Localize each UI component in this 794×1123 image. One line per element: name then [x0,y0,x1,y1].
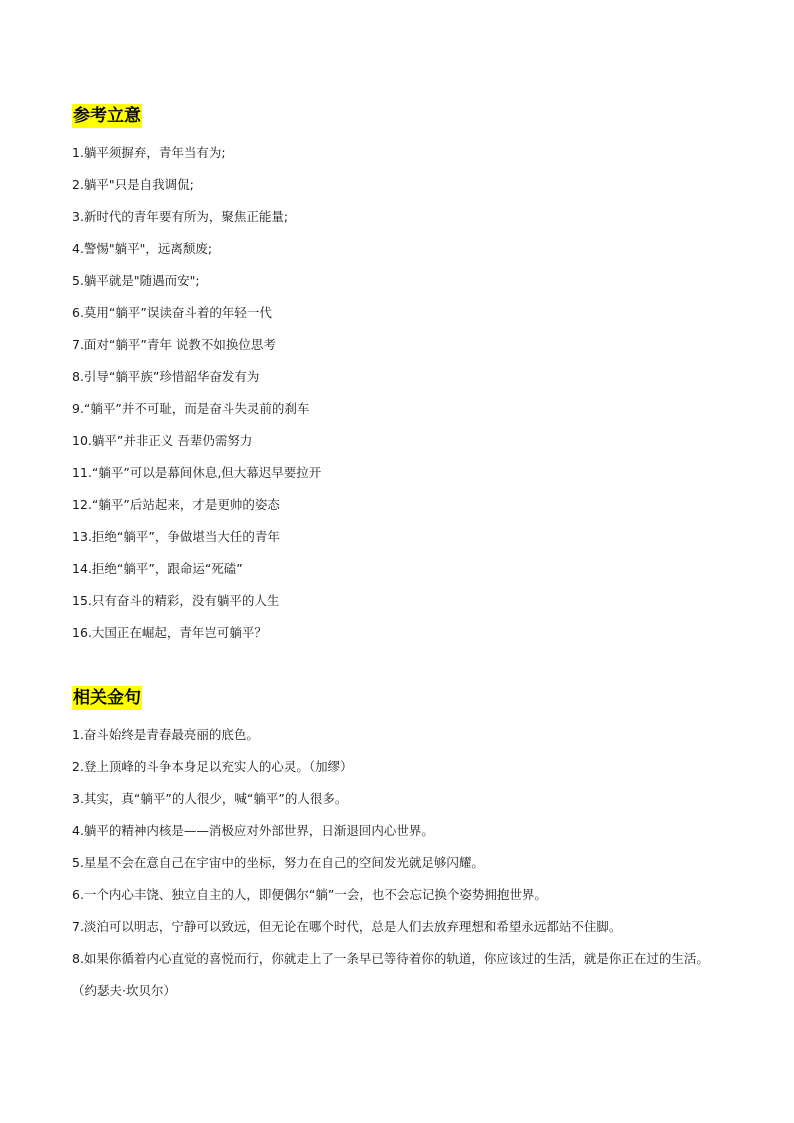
list-item: 11.“躺平”可以是幕间休息,但大幕迟早要拉开 [72,465,322,480]
list-item: 15.只有奋斗的精彩，没有躺平的人生 [72,593,280,608]
list-item: 8.如果你循着内心直觉的喜悦而行，你就走上了一条早已等待着你的轨道，你应该过的生活，就是你正在过的生活。（约瑟夫·坎贝尔） [72,951,709,998]
list-item: 14.拒绝“躺平”，跟命运“死磕” [72,561,243,576]
list-item: 2.登上顶峰的斗争本身足以充实人的心灵。（加缪） [72,759,353,774]
list-item: 13.拒绝“躺平”，争做堪当大任的青年 [72,529,280,544]
list-item: 5.星星不会在意自己在宇宙中的坐标，努力在自己的空间发光就足够闪耀。 [72,855,484,870]
reference-themes-list [72,137,732,649]
related-quotes-section [72,686,732,1007]
list-item: 4.警惕"躺平"，远离颓废; [72,241,213,256]
list-item: 6.一个内心丰饶、独立自主的人，即便偶尔“躺”一会，也不会忘记换个姿势拥抱世界。 [72,887,547,902]
list-item: 7.面对“躺平”青年 说教不如换位思考 [72,337,276,352]
list-item: 8.引导“躺平族”珍惜韶华奋发有为 [72,369,260,384]
list-item: 3.其实，真“躺平”的人很少，喊“躺平”的人很多。 [72,791,348,806]
list-item: 2.躺平"只是自我调侃; [72,177,194,192]
list-item: 12.“躺平”后站起来，才是更帅的姿态 [72,497,280,512]
reference-themes-section [72,104,732,649]
list-item: 1.躺平须摒弃，青年当有为; [72,145,226,160]
list-item: 5.躺平就是"随遇而安"; [72,273,200,288]
section-heading-related-quotes: 相关金句 [73,688,141,708]
list-item: 6.莫用“躺平”误读奋斗着的年轻一代 [72,305,272,320]
list-item: 9.“躺平”并不可耻，而是奋斗失灵前的刹车 [72,401,310,416]
list-item: 16.大国正在崛起，青年岂可躺平？ [72,625,267,640]
section-heading-reference-themes: 参考立意 [73,106,141,126]
list-item: 1.奋斗始终是青春最亮丽的底色。 [72,727,259,742]
list-item: 3.新时代的青年要有所为，聚焦正能量; [72,209,289,224]
related-quotes-list [72,719,732,1007]
list-item: 4.躺平的精神内核是——消极应对外部世界，日渐退回内心世界。 [72,823,434,838]
list-item: 10.躺平”并非正义 吾辈仍需努力 [72,433,253,448]
list-item: 7.淡泊可以明志，宁静可以致远，但无论在哪个时代，总是人们去放弃理想和希望永远都站不住脚。 [72,919,622,934]
